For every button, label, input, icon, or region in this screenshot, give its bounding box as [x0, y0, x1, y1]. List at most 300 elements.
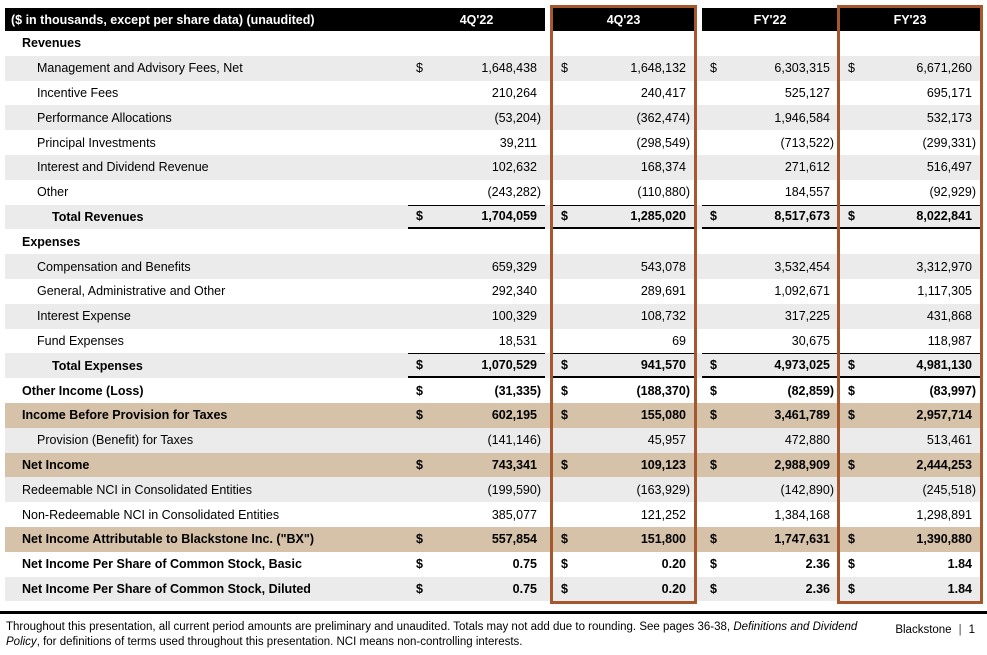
cell-value: 1,648,438 — [481, 61, 537, 76]
column-gap — [545, 279, 553, 304]
dollar-sign: $ — [710, 457, 717, 472]
column-gap — [694, 477, 702, 502]
dollar-sign: $ — [416, 61, 423, 76]
table-row — [5, 428, 980, 453]
cell-value: 6,303,315 — [774, 61, 830, 76]
row-label: Net Income — [22, 457, 90, 472]
value-cell — [408, 155, 545, 180]
cell-value: 1,946,584 — [774, 110, 830, 125]
cell-value: 289,691 — [640, 284, 686, 299]
cell-value: 8,022,841 — [916, 209, 972, 224]
cell-value: 151,800 — [640, 532, 686, 547]
value-cell — [553, 353, 694, 378]
dollar-sign: $ — [561, 383, 568, 398]
table-row — [5, 155, 980, 180]
table-row — [5, 527, 980, 552]
value-cell — [840, 254, 980, 279]
cell-value: 100,329 — [491, 309, 537, 324]
dollar-sign: $ — [848, 358, 855, 373]
value-cell — [702, 453, 838, 478]
dollar-sign: $ — [416, 408, 423, 423]
value-cell — [553, 31, 694, 56]
value-cell — [702, 552, 838, 577]
cell-value: (82,859) — [787, 383, 834, 398]
dollar-sign: $ — [416, 358, 423, 373]
cell-value: (188,370) — [636, 383, 690, 398]
value-cell — [840, 502, 980, 527]
dollar-sign: $ — [848, 581, 855, 596]
row-label: Expenses — [22, 234, 81, 249]
page-number: 1 — [968, 624, 975, 636]
column-gap — [694, 180, 702, 205]
row-label: Performance Allocations — [37, 110, 172, 125]
value-cell — [702, 304, 838, 329]
value-cell — [702, 477, 838, 502]
value-cell — [408, 552, 545, 577]
value-cell — [702, 205, 838, 230]
table-row — [5, 453, 980, 478]
value-cell — [408, 477, 545, 502]
dollar-sign: $ — [710, 209, 717, 224]
cell-value: 543,078 — [640, 259, 686, 274]
cell-value: 1,747,631 — [774, 532, 830, 547]
column-gap — [545, 552, 553, 577]
cell-value: (53,204) — [494, 110, 541, 125]
row-label: Revenues — [22, 36, 82, 51]
row-label: Total Expenses — [52, 358, 143, 373]
dollar-sign: $ — [710, 408, 717, 423]
value-cell — [408, 304, 545, 329]
dollar-sign: $ — [561, 457, 568, 472]
cell-value: 1,285,020 — [630, 209, 686, 224]
value-cell — [553, 279, 694, 304]
column-gap — [694, 428, 702, 453]
value-cell — [840, 477, 980, 502]
row-label: Net Income Attributable to Blackstone Inc. ("BX") — [22, 532, 314, 547]
column-gap — [545, 378, 553, 403]
cell-value: 45,957 — [647, 433, 686, 448]
value-cell — [553, 130, 694, 155]
cell-value: (713,522) — [780, 135, 834, 150]
cell-value: 2,444,253 — [916, 457, 972, 472]
cell-value: 659,329 — [491, 259, 537, 274]
value-cell — [408, 428, 545, 453]
cell-value: 0.20 — [661, 557, 686, 572]
value-cell — [840, 304, 980, 329]
column-gap — [694, 81, 702, 106]
row-label: Compensation and Benefits — [37, 259, 191, 274]
table-title: ($ in thousands, except per share data) (unaudited) — [5, 8, 408, 31]
column-gap — [545, 105, 553, 130]
cell-value: (245,518) — [922, 482, 976, 497]
cell-value: (142,890) — [780, 482, 834, 497]
table-row — [5, 577, 980, 602]
value-cell — [408, 453, 545, 478]
column-gap — [694, 254, 702, 279]
table-row — [5, 304, 980, 329]
value-cell — [553, 453, 694, 478]
row-label: General, Administrative and Other — [37, 284, 226, 299]
value-cell — [702, 577, 838, 602]
column-gap — [694, 155, 702, 180]
row-label: Redeemable NCI in Consolidated Entities — [22, 482, 252, 497]
column-gap — [545, 329, 553, 354]
value-cell — [553, 428, 694, 453]
dollar-sign: $ — [710, 532, 717, 547]
dollar-sign: $ — [848, 61, 855, 76]
value-cell — [840, 105, 980, 130]
dollar-sign: $ — [561, 61, 568, 76]
table-header-row — [5, 8, 980, 31]
dollar-sign: $ — [848, 457, 855, 472]
value-cell — [702, 279, 838, 304]
cell-value: 168,374 — [640, 160, 686, 175]
cell-value: (83,997) — [929, 383, 976, 398]
dollar-sign: $ — [416, 532, 423, 547]
cell-value: 1,390,880 — [916, 532, 972, 547]
value-cell — [702, 130, 838, 155]
cell-value: 0.75 — [512, 557, 537, 572]
cell-value: 210,264 — [491, 85, 537, 100]
cell-value: 2.36 — [805, 581, 830, 596]
dollar-sign: $ — [561, 557, 568, 572]
table-row — [5, 329, 980, 354]
column-gap — [545, 155, 553, 180]
dollar-sign: $ — [848, 532, 855, 547]
column-gap — [694, 403, 702, 428]
dollar-sign: $ — [561, 581, 568, 596]
value-cell — [408, 502, 545, 527]
column-gap — [545, 81, 553, 106]
value-cell — [840, 31, 980, 56]
cell-value: 431,868 — [926, 309, 972, 324]
cell-value: 121,252 — [640, 507, 686, 522]
value-cell — [553, 229, 694, 254]
table-row — [5, 229, 980, 254]
value-cell — [840, 378, 980, 403]
dollar-sign: $ — [416, 457, 423, 472]
dollar-sign: $ — [561, 532, 568, 547]
column-gap — [694, 329, 702, 354]
value-cell — [702, 329, 838, 354]
value-cell — [840, 56, 980, 81]
column-gap — [694, 205, 702, 230]
dollar-sign: $ — [561, 358, 568, 373]
value-cell — [553, 378, 694, 403]
table-row — [5, 279, 980, 304]
cell-value: 1.84 — [947, 581, 972, 596]
value-cell — [702, 229, 838, 254]
financial-table — [5, 8, 980, 601]
value-cell — [553, 403, 694, 428]
column-gap — [694, 378, 702, 403]
column-gap — [694, 279, 702, 304]
value-cell — [553, 304, 694, 329]
cell-value: 1,648,132 — [630, 61, 686, 76]
value-cell — [408, 205, 545, 230]
column-gap — [545, 353, 553, 378]
row-label: Interest and Dividend Revenue — [37, 160, 209, 175]
column-gap — [545, 453, 553, 478]
column-gap — [694, 527, 702, 552]
value-cell — [553, 477, 694, 502]
column-gap — [545, 502, 553, 527]
cell-value: 18,531 — [498, 333, 537, 348]
row-label: Other — [37, 185, 69, 200]
cell-value: 743,341 — [491, 457, 537, 472]
column-gap — [694, 353, 702, 378]
cell-value: 516,497 — [926, 160, 972, 175]
dollar-sign: $ — [848, 383, 855, 398]
column-gap — [694, 8, 702, 31]
value-cell — [408, 56, 545, 81]
column-gap — [545, 428, 553, 453]
cell-value: 118,987 — [927, 333, 972, 348]
dollar-sign: $ — [416, 383, 423, 398]
value-cell — [408, 31, 545, 56]
value-cell — [553, 81, 694, 106]
value-cell — [702, 353, 838, 378]
dollar-sign: $ — [561, 209, 568, 224]
footnote-italic-text: Definitions and Dividend Policy — [6, 621, 858, 648]
table-row — [5, 31, 980, 56]
dollar-sign: $ — [416, 209, 423, 224]
cell-value: 2,988,909 — [774, 457, 830, 472]
column-gap — [694, 304, 702, 329]
value-cell — [553, 527, 694, 552]
dollar-sign: $ — [848, 408, 855, 423]
cell-value: 513,461 — [926, 433, 972, 448]
value-cell — [702, 81, 838, 106]
value-cell — [840, 155, 980, 180]
cell-value: 6,671,260 — [916, 61, 972, 76]
value-cell — [840, 180, 980, 205]
cell-value: 602,195 — [491, 408, 537, 423]
value-cell — [702, 155, 838, 180]
value-cell — [408, 527, 545, 552]
table-row — [5, 403, 980, 428]
cell-value: 1,092,671 — [774, 284, 830, 299]
row-label: Provision (Benefit) for Taxes — [37, 433, 194, 448]
column-gap — [694, 130, 702, 155]
cell-value: (199,590) — [487, 482, 541, 497]
table-row — [5, 552, 980, 577]
value-cell — [408, 279, 545, 304]
footer-divider-rule — [0, 611, 987, 614]
value-cell — [840, 403, 980, 428]
column-gap — [545, 527, 553, 552]
footnote-text: Throughout this presentation, all current period amounts are preliminary and unaudited. Totals may not add due to rounding. See pages 36-38, — [6, 621, 734, 633]
cell-value: 1,704,059 — [481, 209, 537, 224]
table-row — [5, 81, 980, 106]
cell-value: 941,570 — [640, 358, 686, 373]
value-cell — [840, 527, 980, 552]
cell-value: 0.75 — [512, 581, 537, 596]
cell-value: 1,384,168 — [774, 507, 830, 522]
table-row — [5, 502, 980, 527]
footnote — [6, 620, 868, 649]
value-cell — [553, 205, 694, 230]
row-label: Principal Investments — [37, 135, 156, 150]
cell-value: (163,929) — [636, 482, 690, 497]
value-cell — [553, 577, 694, 602]
column-gap — [545, 8, 553, 31]
value-cell — [840, 428, 980, 453]
cell-value: (243,282) — [487, 185, 541, 200]
dollar-sign: $ — [416, 557, 423, 572]
value-cell — [840, 329, 980, 354]
cell-value: 2.36 — [805, 557, 830, 572]
value-cell — [840, 130, 980, 155]
dollar-sign: $ — [710, 383, 717, 398]
column-gap — [545, 254, 553, 279]
dollar-sign: $ — [710, 557, 717, 572]
cell-value: (31,335) — [494, 383, 541, 398]
table-row — [5, 477, 980, 502]
cell-value: 0.20 — [661, 581, 686, 596]
cell-value: 4,981,130 — [916, 358, 972, 373]
value-cell — [702, 105, 838, 130]
table-row — [5, 205, 980, 230]
value-cell — [553, 155, 694, 180]
column-gap — [694, 577, 702, 602]
cell-value: 155,080 — [640, 408, 686, 423]
table-row — [5, 378, 980, 403]
column-header-fy23: FY'23 — [840, 8, 980, 31]
column-gap — [545, 304, 553, 329]
value-cell — [840, 279, 980, 304]
value-cell — [840, 81, 980, 106]
column-header-4q23: 4Q'23 — [553, 8, 694, 31]
cell-value: 3,532,454 — [774, 259, 830, 274]
value-cell — [408, 229, 545, 254]
value-cell — [840, 453, 980, 478]
cell-value: 271,612 — [784, 160, 830, 175]
value-cell — [553, 502, 694, 527]
cell-value: 102,632 — [491, 160, 537, 175]
cell-value: 1,117,305 — [917, 284, 972, 299]
dollar-sign: $ — [848, 209, 855, 224]
cell-value: 1,070,529 — [481, 358, 537, 373]
value-cell — [553, 105, 694, 130]
value-cell — [408, 329, 545, 354]
column-gap — [545, 229, 553, 254]
table-row — [5, 56, 980, 81]
cell-value: 472,880 — [784, 433, 830, 448]
value-cell — [840, 229, 980, 254]
cell-value: 1,298,891 — [916, 507, 972, 522]
column-gap — [545, 130, 553, 155]
cell-value: 525,127 — [784, 85, 830, 100]
value-cell — [408, 577, 545, 602]
cell-value: 695,171 — [926, 85, 972, 100]
cell-value: 385,077 — [491, 507, 537, 522]
value-cell — [840, 577, 980, 602]
column-gap — [545, 180, 553, 205]
column-gap — [545, 477, 553, 502]
table-row — [5, 130, 980, 155]
brand-name: Blackstone — [895, 624, 952, 636]
cell-value: (141,146) — [487, 433, 541, 448]
value-cell — [702, 428, 838, 453]
cell-value: 557,854 — [491, 532, 537, 547]
dollar-sign: $ — [848, 557, 855, 572]
value-cell — [702, 403, 838, 428]
row-label: Other Income (Loss) — [22, 383, 144, 398]
value-cell — [702, 31, 838, 56]
row-label: Total Revenues — [52, 209, 144, 224]
column-gap — [545, 31, 553, 56]
value-cell — [553, 180, 694, 205]
cell-value: (299,331) — [922, 135, 976, 150]
value-cell — [553, 254, 694, 279]
value-cell — [702, 502, 838, 527]
column-header-4q22: 4Q'22 — [408, 8, 545, 31]
cell-value: 292,340 — [491, 284, 537, 299]
dollar-sign: $ — [710, 358, 717, 373]
footer-separator: | — [958, 624, 962, 636]
cell-value: (92,929) — [929, 185, 976, 200]
value-cell — [840, 205, 980, 230]
value-cell — [840, 353, 980, 378]
row-label: Non-Redeemable NCI in Consolidated Entities — [22, 507, 280, 522]
column-gap — [694, 229, 702, 254]
row-label: Incentive Fees — [37, 85, 119, 100]
cell-value: (298,549) — [636, 135, 690, 150]
value-cell — [408, 353, 545, 378]
cell-value: 532,173 — [926, 110, 972, 125]
page-footer — [895, 624, 975, 636]
cell-value: 108,732 — [640, 309, 686, 324]
cell-value: 3,461,789 — [774, 408, 830, 423]
value-cell — [408, 81, 545, 106]
column-gap — [694, 105, 702, 130]
cell-value: 1.84 — [947, 557, 972, 572]
value-cell — [408, 378, 545, 403]
value-cell — [702, 378, 838, 403]
dollar-sign: $ — [710, 61, 717, 76]
row-label: Fund Expenses — [37, 333, 124, 348]
row-label: Management and Advisory Fees, Net — [37, 61, 243, 76]
column-gap — [694, 31, 702, 56]
value-cell — [702, 56, 838, 81]
column-header-fy22: FY'22 — [702, 8, 838, 31]
value-cell — [553, 56, 694, 81]
value-cell — [408, 254, 545, 279]
cell-value: 8,517,673 — [774, 209, 830, 224]
column-gap — [694, 502, 702, 527]
row-label: Income Before Provision for Taxes — [22, 408, 228, 423]
value-cell — [702, 254, 838, 279]
table-row — [5, 353, 980, 378]
table-row — [5, 105, 980, 130]
value-cell — [553, 552, 694, 577]
column-gap — [545, 577, 553, 602]
cell-value: 317,225 — [784, 309, 830, 324]
dollar-sign: $ — [710, 581, 717, 596]
value-cell — [702, 527, 838, 552]
cell-value: 3,312,970 — [916, 259, 972, 274]
row-label: Interest Expense — [37, 309, 131, 324]
value-cell — [408, 180, 545, 205]
cell-value: (362,474) — [636, 110, 690, 125]
table-row — [5, 254, 980, 279]
column-gap — [694, 453, 702, 478]
value-cell — [408, 403, 545, 428]
row-label: Net Income Per Share of Common Stock, Diluted — [22, 581, 311, 596]
column-gap — [694, 552, 702, 577]
table-body — [5, 31, 980, 601]
